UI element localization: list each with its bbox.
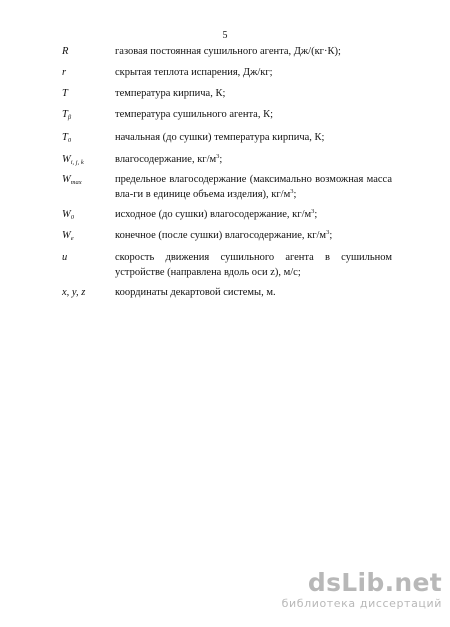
symbol: $W_{max}$ xyxy=(62,174,82,186)
nomenclature-list xyxy=(62,44,392,305)
definition: влагосодержание, $кг/м^3$; xyxy=(115,153,223,165)
nomenclature-item xyxy=(62,65,392,86)
symbol: $T_\beta$ xyxy=(62,109,72,121)
definition: температура сушильного агента, К; xyxy=(115,109,273,120)
nomenclature-item xyxy=(62,207,392,228)
definition: исходное (до сушки) влагосодержание, $кг/м^3$; xyxy=(115,208,318,220)
definition: скорость движения сушильного агента в сушильном устройстве (направлена вдоль оси z), м/с; xyxy=(115,252,392,278)
nomenclature-item xyxy=(62,228,392,250)
definition: координаты декартовой системы, м. xyxy=(115,287,276,298)
definition: начальная (до сушки) температура кирпича, К; xyxy=(115,132,325,143)
watermark xyxy=(272,570,442,612)
definition: скрытая теплота испарения, Дж/кг; xyxy=(115,67,273,78)
nomenclature-item xyxy=(62,107,392,130)
symbol: $T_0$ xyxy=(62,132,72,144)
nomenclature-item xyxy=(62,44,392,65)
nomenclature-item xyxy=(62,86,392,107)
page-number: 5 xyxy=(222,30,228,41)
symbol: r xyxy=(62,67,67,78)
nomenclature-item xyxy=(62,152,392,172)
definition: предельное влагосодержание (максимально возможная масса вла-ги в единице объема изделия), $кг/м^3$; xyxy=(115,174,392,200)
watermark-logo: dsLib.net xyxy=(307,568,442,597)
definition: газовая постоянная сушильного агента, Дж/(кг·К); xyxy=(115,46,341,57)
definition: температура кирпича, К; xyxy=(115,88,226,99)
nomenclature-item xyxy=(62,250,392,285)
nomenclature-item xyxy=(62,130,392,152)
nomenclature-item xyxy=(62,172,392,207)
watermark-tagline: библиотека диссертаций xyxy=(281,597,442,610)
symbol: $W_e$ xyxy=(62,230,74,242)
nomenclature-item xyxy=(62,285,392,305)
symbol: T xyxy=(62,88,68,99)
symbol: $W_{i, j, k}$ xyxy=(62,154,84,166)
symbol: x, y, z xyxy=(62,287,86,298)
symbol: R xyxy=(62,46,69,57)
definition: конечное (после сушки) влагосодержание, $кг/м^3$; xyxy=(115,229,333,241)
symbol: $W_0$ xyxy=(62,209,74,221)
symbol: u xyxy=(62,252,68,263)
